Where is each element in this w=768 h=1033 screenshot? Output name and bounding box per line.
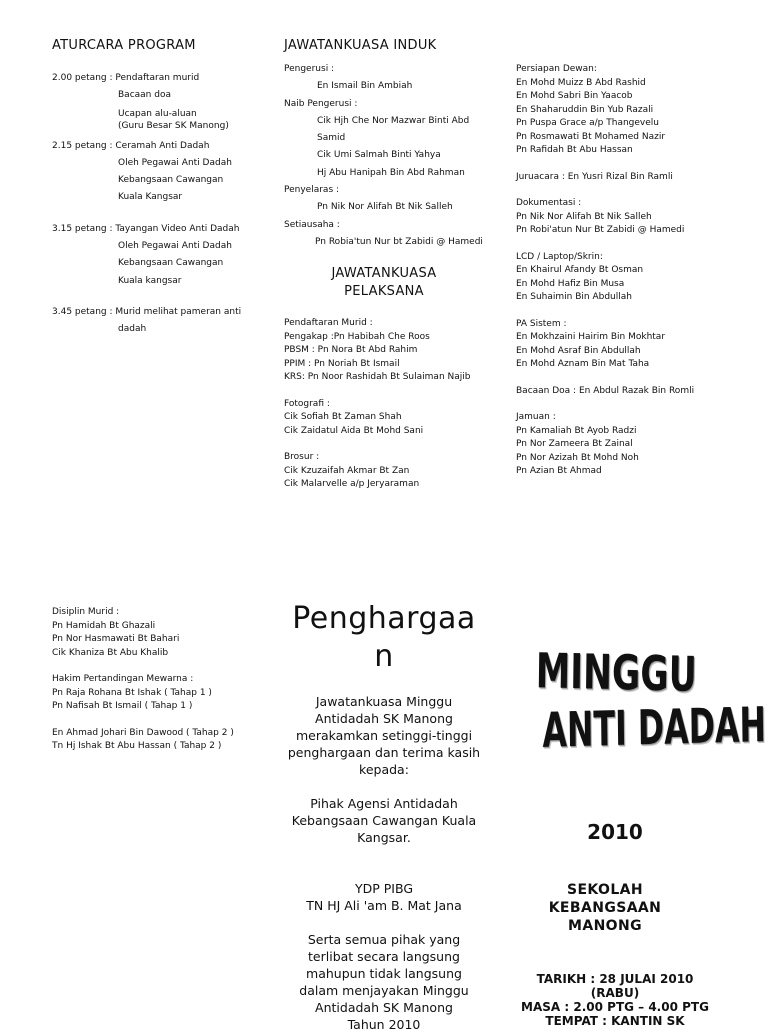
committee-line: En Mokhzaini Hairim Bin Mokhtar <box>516 332 666 342</box>
penghargaan-line: TN HJ Ali 'am B. Mat Jana <box>306 898 462 913</box>
committee-line: En Shaharuddin Bin Yub Razali <box>516 104 654 115</box>
setiausaha-label: Setiausaha : <box>284 219 340 230</box>
penghargaan-line: Tahun 2010 <box>347 1017 421 1032</box>
committee-line: Pn Nor Hasmawati Bt Bahari <box>52 634 180 644</box>
committee-line: En Mohd Aznam Bin Mat Taha <box>516 359 650 369</box>
committee-line: Pn Nor Azizah Bt Mohd Noh <box>516 452 639 463</box>
aturcara-time: 3.45 petang : <box>52 306 113 317</box>
pelaksana-line: Fotografi : <box>284 398 330 409</box>
committee-line: En Suhaimin Bin Abdullah <box>516 292 632 302</box>
aturcara-line: Murid melihat pameran anti <box>115 306 242 317</box>
pelaksana-line: Cik Malarvelle a/p Jeryaraman <box>284 479 420 489</box>
committee-line: Pn Nafisah Bt Ismail ( Tahap 1 ) <box>52 701 193 711</box>
pelaksana-line: KRS: Pn Noor Rashidah Bt Sulaiman Najib <box>284 372 471 382</box>
penghargaan-line: penghargaan dan terima kasih <box>287 745 481 760</box>
naib-label: Naib Pengerusi : <box>284 98 358 109</box>
committee-line: Pn Raja Rohana Bt Ishak ( Tahap 1 ) <box>52 687 212 698</box>
aturcara-line: Bacaan doa <box>118 90 171 101</box>
aturcara-heading: ATURCARA PROGRAM <box>52 38 196 53</box>
committee-line: Pn Nor Zameera Bt Zainal <box>516 439 633 449</box>
aturcara-line: Kuala kangsar <box>118 275 182 286</box>
committee-line: LCD / Laptop/Skrin: <box>516 251 603 262</box>
committee-line: En Mohd Hafiz Bin Musa <box>516 278 625 289</box>
aturcara-line: Kebangsaan Cawangan <box>118 258 224 269</box>
aturcara-time: 2.15 petang : <box>52 140 113 151</box>
naib-name: Samid <box>317 133 346 144</box>
committee-line: Tn Hj Ishak Bt Abu Hassan ( Tahap 2 ) <box>52 741 222 751</box>
aturcara-line: Pendaftaran murid <box>115 73 200 83</box>
pelaksana-line: Cik Zaidatul Aida Bt Mohd Sani <box>284 425 424 436</box>
naib-name: Cik Umi Salmah Binti Yahya <box>317 150 441 161</box>
pelaksana-list <box>284 317 509 492</box>
committee-line: Pn Robi'atun Nur Bt Zabidi @ Hamedi <box>516 225 685 235</box>
penghargaan-title-line: n <box>374 639 394 674</box>
pengerusi-name: En Ismail Bin Ambiah <box>317 81 413 92</box>
aturcara-line: Oleh Pegawai Anti Dadah <box>118 157 232 168</box>
committee-line: En Khairul Afandy Bt Osman <box>516 265 644 275</box>
penghargaan-line: merakamkan setinggi-tinggi <box>295 728 473 743</box>
penghargaan-title-line: Penghargaa <box>292 601 476 636</box>
penghargaan-line: mahupun tidak langsung <box>306 966 462 981</box>
aturcara-line: Ucapan alu-aluan <box>118 108 197 119</box>
committee-line: En Mohd Muizz B Abd Rashid <box>516 77 646 88</box>
naib-name: Hj Abu Hanipah Bin Abd Rahman <box>317 167 465 178</box>
cover-school <box>505 881 705 935</box>
penyelaras-label: Penyelaras : <box>284 185 340 196</box>
pengerusi-label: Pengerusi : <box>284 64 335 74</box>
committee-line: Pn Puspa Grace a/p Thangevelu <box>516 118 659 128</box>
penghargaan-title <box>275 600 493 676</box>
aturcara-item <box>52 138 272 207</box>
pelaksana-line: Pendaftaran Murid : <box>284 318 373 328</box>
induk-list <box>284 61 504 251</box>
committee-line: En Mohd Sabri Bin Yaacob <box>516 91 633 101</box>
pelaksana-heading-line: JAWATANKUASA <box>331 266 437 281</box>
school-line: SEKOLAH <box>566 882 644 898</box>
pelaksana-line: Cik Sofiah Bt Zaman Shah <box>284 412 402 422</box>
penghargaan-line: Pihak Agensi Antidadah <box>310 796 458 811</box>
aturcara-item <box>52 221 272 290</box>
committee-line: Pn Nik Nor Alifah Bt Nik Salleh <box>516 211 652 222</box>
pelaksana-line: Pengakap :Pn Habibah Che Roos <box>284 331 430 342</box>
setiausaha-name: Pn Robia'tun Nur bt Zabidi @ Hamedi <box>315 236 483 247</box>
pelaksana-line: PPIM : Pn Noriah Bt Ismail <box>284 358 400 369</box>
pelaksana-line: PBSM : Pn Nora Bt Abd Rahim <box>284 345 418 355</box>
school-line: MANONG <box>568 918 642 934</box>
pelaksana-heading <box>284 265 484 301</box>
aturcara-line: dadah <box>118 324 147 335</box>
penghargaan-line: Kangsar. <box>357 830 411 845</box>
cover-title-line: MINGGU <box>535 643 698 703</box>
bottom-left-list <box>52 606 282 754</box>
penghargaan-line: Serta semua pihak yang <box>307 932 461 947</box>
cover-date: TARIKH : 28 JULAI 2010 <box>536 972 694 986</box>
aturcara-item <box>52 70 272 132</box>
penghargaan-line: YDP PIBG <box>354 881 414 896</box>
cover-title-line: ANTI DADAH <box>542 697 767 759</box>
committee-line: Juruacara : En Yusri Rizal Bin Ramli <box>516 171 673 182</box>
aturcara-time: 3.15 petang : <box>52 223 113 234</box>
cover-year: 2010 <box>587 820 643 844</box>
pelaksana-heading-line: PELAKSANA <box>344 284 424 299</box>
penghargaan-line: Antidadah SK Manong <box>315 711 453 726</box>
cover-venue: TEMPAT : KANTIN SK <box>545 1014 685 1028</box>
cover-title <box>505 643 767 759</box>
committee-line: Disiplin Murid : <box>52 607 120 617</box>
pelaksana-line: Brosur : <box>284 452 320 462</box>
aturcara-line: Ceramah Anti Dadah <box>115 140 210 151</box>
aturcara-line: Kuala Kangsar <box>118 192 183 203</box>
cover-day: (RABU) <box>590 986 640 1000</box>
committee-line: Cik Khaniza Bt Abu Khalib <box>52 647 169 658</box>
school-line: KEBANGSAAN <box>548 900 662 916</box>
committee-line: En Mohd Asraf Bin Abdullah <box>516 345 641 356</box>
aturcara-item <box>52 304 272 339</box>
committee-line: En Ahmad Johari Bin Dawood ( Tahap 2 ) <box>52 727 234 738</box>
cover-details <box>505 972 725 1028</box>
committee-line: Pn Kamaliah Bt Ayob Radzi <box>516 425 637 436</box>
committee-list <box>516 63 756 479</box>
committee-line: Persiapan Dewan: <box>516 64 597 74</box>
penghargaan-line: Jawatankuasa Minggu <box>315 694 453 709</box>
aturcara-time: 2.00 petang : <box>52 73 113 83</box>
penghargaan-body <box>275 693 493 1033</box>
aturcara-line: (Guru Besar SK Manong) <box>118 120 229 131</box>
committee-line: Pn Hamidah Bt Ghazali <box>52 620 156 631</box>
aturcara-line: Kebangsaan Cawangan <box>118 175 224 186</box>
penyelaras-name: Pn Nik Nor Alifah Bt Nik Salleh <box>317 202 453 213</box>
cover-time: MASA : 2.00 PTG – 4.00 PTG <box>521 1000 709 1014</box>
aturcara-line: Oleh Pegawai Anti Dadah <box>118 241 232 252</box>
penghargaan-line: Kebangsaan Cawangan Kuala <box>291 813 477 828</box>
penghargaan-line: terlibat secara langsung <box>308 949 460 964</box>
committee-line: Pn Rosmawati Bt Mohamed Nazir <box>516 131 666 142</box>
naib-name: Cik Hjh Che Nor Mazwar Binti Abd <box>317 115 470 126</box>
committee-line: Pn Azian Bt Ahmad <box>516 466 602 476</box>
committee-line: Pn Rafidah Bt Abu Hassan <box>516 145 633 155</box>
aturcara-list <box>52 70 272 339</box>
aturcara-line: Tayangan Video Anti Dadah <box>115 223 240 234</box>
committee-line: Hakim Pertandingan Mewarna : <box>52 674 194 684</box>
penghargaan-line: Antidadah SK Manong <box>315 1000 453 1015</box>
penghargaan-line: dalam menjayakan Minggu <box>299 983 469 998</box>
committee-line: Jamuan : <box>516 412 556 422</box>
pelaksana-line: Cik Kzuzaifah Akmar Bt Zan <box>284 465 410 476</box>
committee-line: Bacaan Doa : En Abdul Razak Bin Romli <box>516 385 695 396</box>
committee-line: Dokumentasi : <box>516 198 582 208</box>
induk-heading: JAWATANKUASA INDUK <box>284 38 437 53</box>
penghargaan-line: kepada: <box>359 762 409 777</box>
committee-line: PA Sistem : <box>516 318 567 329</box>
